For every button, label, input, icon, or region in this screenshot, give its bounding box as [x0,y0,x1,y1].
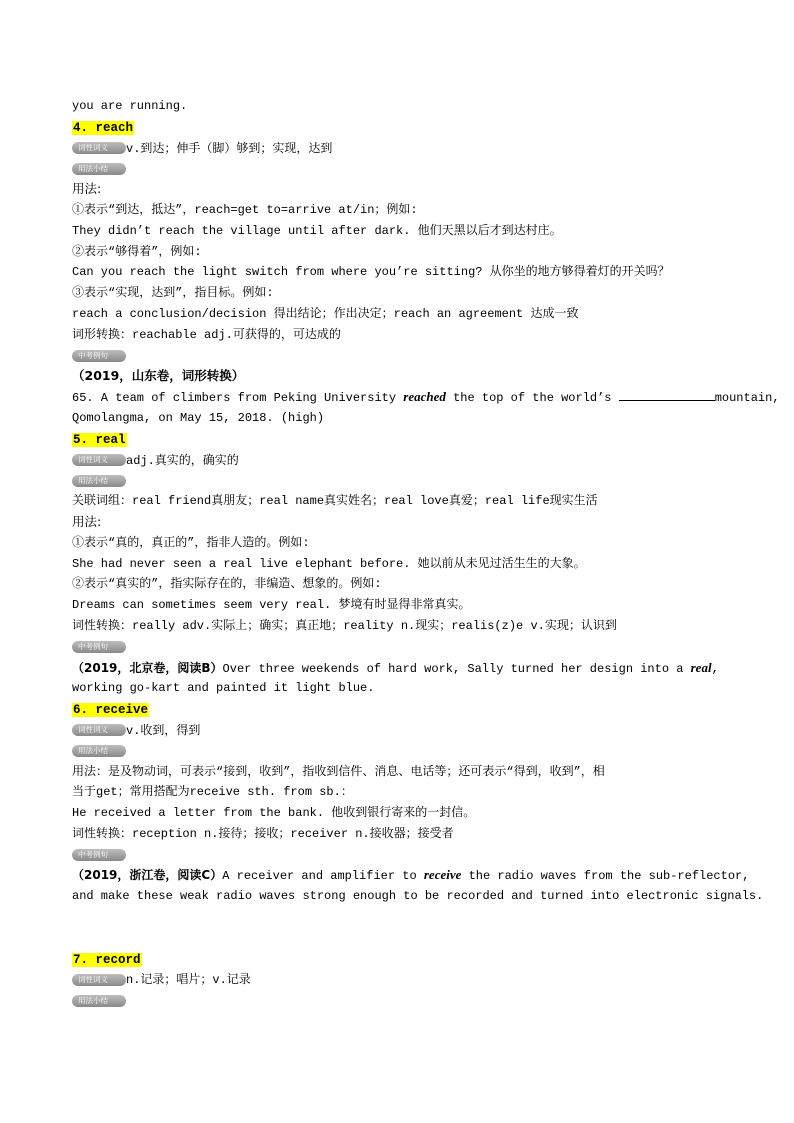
exam-text: the radio waves from the sub-reflector, [461,869,750,884]
example-sentence: They didn’t reach the village until after dark. 他们天黑以后才到达村庄。 [72,223,562,238]
keyword: receive [423,867,462,883]
usage-point: ②表示“够得着”，例如: [72,244,202,259]
meaning-text: v.收到，得到 [126,723,201,738]
exam-sentence-cont: and make these weak radio waves strong enough to be recorded and turned into electronic signals. [72,889,764,904]
example-sentence: Dreams can sometimes seem very real. 梦境有时显得非常真实。 [72,598,471,613]
word-forms: 词形转换：reachable adj.可获得的，可达成的 [72,327,341,342]
usage-point-cont: 当于get；常用搭配为receive sth. from sb.： [72,785,353,800]
meaning-text: adj.真实的，确实的 [126,453,239,468]
exam-text: A receiver and amplifier to [222,869,424,884]
exam-sentence-cont: working go-kart and painted it light blue. [72,681,375,696]
exam-sentence-cont: Qomolangma, on May 15, 2018. (high) [72,410,325,425]
exam-source: （2019，山东卷，词形转换） [72,368,245,384]
answer-blank[interactable] [619,388,715,401]
pos-meaning-row [72,138,724,159]
exam-text: , [711,661,719,676]
exam-sentence [72,658,724,679]
exam-badge: 中考例句 [72,350,126,362]
exam-text: mountain, [714,391,780,406]
exam-source: （2019，北京卷，阅读B） [72,660,223,675]
example-sentence: He received a letter from the bank. 他收到银行寄来的一封信。 [72,806,476,821]
usage-badge-row [72,990,724,1011]
example-sentence: Can you reach the light switch from where you’re sitting? 从你坐的地方够得着灯的开关吗？ [72,265,670,280]
keyword: real [690,659,712,675]
exam-badge: 中考例句 [72,641,126,653]
entry-title: 6. receive [73,703,149,718]
exam-badge-row [72,637,724,658]
entry-heading-real [72,429,724,450]
text-line: you are running. [72,99,188,113]
entry-heading-record [72,949,724,970]
example-sentence: reach a conclusion/decision 得出结论；作出决定；reach an agreement 达成一致 [72,306,579,321]
document-page [72,96,780,1011]
entry-title: 7. record [73,952,141,967]
example-sentence: She had never seen a real live elephant before. 她以前从未见过活生生的大象。 [72,556,586,571]
exam-badge-row [72,845,724,866]
pos-badge: 词性词义 [72,724,126,736]
spacer [72,907,724,949]
exam-badge-row [72,346,724,367]
usage-point: 用法：是及物动词，可表示“接到，收到”，指收到信件、消息、电话等；还可表示“得到，收到”，相 [72,764,605,779]
usage-badge-row [72,470,724,491]
exam-badge: 中考例句 [72,849,126,861]
usage-label: 用法: [72,513,102,529]
exam-source: （2019，浙江卷，阅读C） [72,868,223,883]
word-forms: 词性转换：reception n.接待；接收；receiver n.接收器；接受者 [72,826,454,841]
keyword: reached [403,389,446,405]
word-forms: 词性转换：really adv.实际上；确实；真正地；reality n.现实；realis(z)e v.实现；认识到 [72,618,617,633]
usage-badge: 用法小结 [72,475,126,487]
usage-badge: 用法小结 [72,745,126,757]
meaning-text: n.记录；唱片；v.记录 [126,973,251,988]
pos-badge: 词性词义 [72,454,126,466]
entry-title: 5. real [73,432,126,447]
usage-point: ①表示“到达，抵达”，reach=get to=arrive at/in；例如: [72,202,418,217]
usage-badge-row [72,158,724,179]
exam-sentence [72,387,780,408]
usage-label: 用法: [72,181,102,197]
pos-meaning-row [72,720,724,741]
usage-badge: 用法小结 [72,995,126,1007]
exam-sentence [72,865,750,886]
pos-meaning-row [72,969,724,990]
meaning-text: v.到达；伸手（脚）够到；实现，达到 [126,141,333,156]
pos-meaning-row [72,450,724,471]
usage-point: ①表示“真的，真正的”，指非人造的。例如: [72,535,310,550]
usage-point: ②表示“真实的”，指实际存在的，非编造、想象的。例如: [72,577,382,592]
entry-heading-receive [72,699,724,720]
exam-text: the top of the world’s [445,391,619,406]
entry-heading-reach [72,117,724,138]
pos-badge: 词性词义 [72,142,126,154]
exam-text: Over three weekends of hard work, Sally turned her design into a [222,661,691,676]
exam-text: 65. A team of climbers from Peking University [72,391,404,406]
usage-badge-row [72,741,724,762]
related-phrases: 关联词组：real friend真朋友；real name真实姓名；real love真爱；real life现实生活 [72,494,598,509]
entry-title: 4. reach [73,120,134,135]
usage-badge: 用法小结 [72,163,126,175]
usage-point: ③表示“实现，达到”，指目标。例如: [72,286,274,301]
pos-badge: 词性词义 [72,974,126,986]
